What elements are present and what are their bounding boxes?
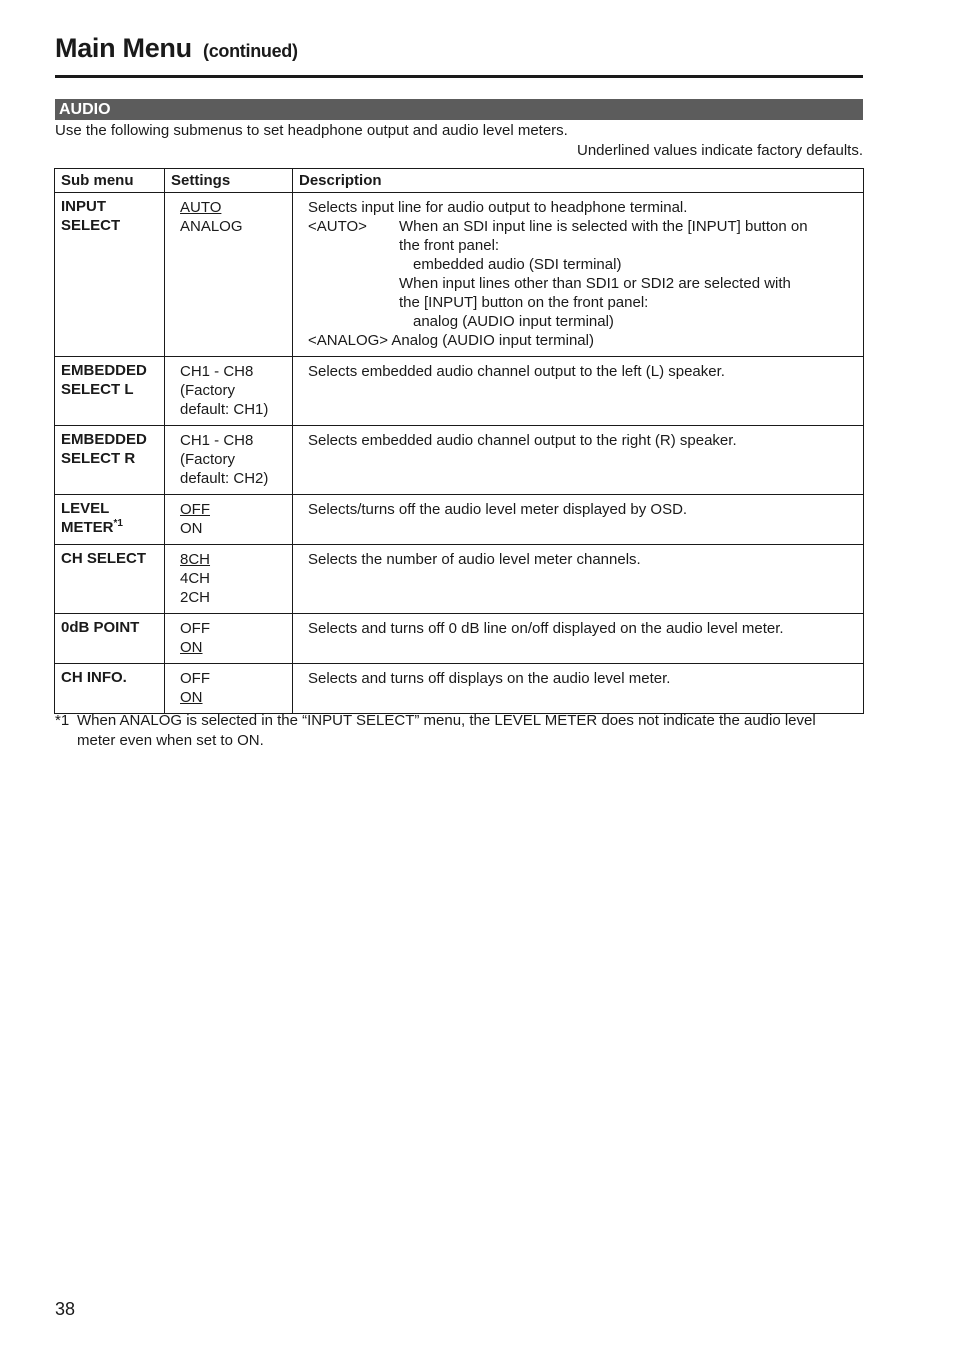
setting-value: CH1 - CH8 (180, 432, 254, 449)
setting-value: OFF (180, 670, 210, 687)
footnote-body (77, 711, 816, 751)
setting-value: default: CH2) (180, 470, 269, 487)
footnote-text: When ANALOG is selected in the “INPUT SELECT” menu, the LEVEL METER does not indicate the audio level (77, 712, 816, 729)
table-row (55, 193, 864, 357)
sub-menu-label: CH INFO. (61, 669, 127, 686)
settings-cell (165, 193, 293, 357)
sub-menu-label: SELECT (61, 217, 121, 234)
page-title (55, 30, 298, 69)
table-row (55, 357, 864, 426)
header-description: Description (293, 169, 864, 193)
setting-value: ON (180, 520, 203, 537)
setting-value: (Factory (180, 451, 236, 468)
description-cell: Selects embedded audio channel output to the left (L) speaker. (293, 357, 864, 426)
settings-cell (165, 614, 293, 664)
sub-menu-label-with-note (61, 518, 158, 537)
setting-value-default: ON (180, 639, 203, 656)
sub-menu-cell (55, 193, 165, 357)
description-cell: Selects and turns off 0 dB line on/off displayed on the audio level meter. (293, 614, 864, 664)
sub-menu-cell (55, 426, 165, 495)
page-title-continued: (continued) (203, 41, 298, 61)
title-rule (55, 75, 863, 78)
settings-cell (165, 545, 293, 614)
setting-value: 2CH (180, 589, 211, 606)
settings-cell (165, 357, 293, 426)
sub-menu-label: METER (61, 519, 114, 536)
description-cell: Selects embedded audio channel output to the right (R) speaker. (293, 426, 864, 495)
sub-menu-cell (55, 664, 165, 714)
sub-menu-label: EMBEDDED (61, 362, 147, 379)
sub-menu-label: 0dB POINT (61, 619, 140, 636)
page-number: 38 (55, 1299, 76, 1319)
settings-cell (165, 664, 293, 714)
defaults-note: Underlined values indicate factory defaults. (577, 142, 863, 159)
setting-value: ANALOG (180, 218, 243, 235)
setting-value: 4CH (180, 570, 211, 587)
sub-menu-label: INPUT (61, 198, 106, 215)
sub-menu-cell (55, 614, 165, 664)
section-intro: Use the following submenus to set headphone output and audio level meters. (55, 122, 568, 139)
page-title-main: Main Menu (55, 33, 192, 63)
description-cell (293, 193, 864, 357)
table-row (55, 545, 864, 614)
table-header-row (55, 169, 864, 193)
table-row (55, 664, 864, 714)
table-row (55, 495, 864, 545)
sub-menu-label: CH SELECT (61, 550, 147, 567)
setting-value-default: AUTO (180, 199, 222, 216)
setting-value: OFF (180, 620, 210, 637)
description-text: embedded audio (SDI terminal) (413, 256, 622, 273)
table-row (55, 426, 864, 495)
sub-menu-label: SELECT R (61, 450, 136, 467)
setting-value: default: CH1) (180, 401, 269, 418)
description-text: <ANALOG> Analog (AUDIO input terminal) (308, 332, 594, 349)
footnote-mark: *1 (55, 712, 70, 729)
setting-value: CH1 - CH8 (180, 363, 254, 380)
option-detail (399, 217, 808, 331)
footnote-reference: *1 (113, 518, 123, 529)
description-text: the front panel: (399, 237, 500, 254)
auto-option (308, 217, 857, 331)
description-cell: Selects the number of audio level meter channels. (293, 545, 864, 614)
sub-menu-label: SELECT L (61, 381, 134, 398)
sub-menu-label: EMBEDDED (61, 431, 147, 448)
description-text: When an SDI input line is selected with the [INPUT] button on (399, 218, 808, 235)
setting-value-default: 8CH (180, 551, 211, 568)
audio-menu-table (54, 168, 864, 714)
description-text: Selects input line for audio output to headphone terminal. (308, 199, 688, 216)
settings-cell (165, 426, 293, 495)
table-row (55, 614, 864, 664)
footnote (55, 711, 865, 751)
footnote-text: meter even when set to ON. (77, 732, 264, 749)
setting-value-default: OFF (180, 501, 210, 518)
sub-menu-cell (55, 495, 165, 545)
header-settings: Settings (165, 169, 293, 193)
setting-value-default: ON (180, 689, 203, 706)
header-sub-menu: Sub menu (55, 169, 165, 193)
section-title: AUDIO (59, 101, 111, 118)
settings-cell (165, 495, 293, 545)
description-text: analog (AUDIO input terminal) (413, 313, 614, 330)
option-tag: <AUTO> (308, 218, 367, 235)
description-cell: Selects and turns off displays on the audio level meter. (293, 664, 864, 714)
sub-menu-cell (55, 545, 165, 614)
description-text: When input lines other than SDI1 or SDI2 are selected with (399, 275, 791, 292)
setting-value: (Factory (180, 382, 236, 399)
sub-menu-label: LEVEL (61, 500, 110, 517)
sub-menu-cell (55, 357, 165, 426)
description-text: the [INPUT] button on the front panel: (399, 294, 649, 311)
description-cell: Selects/turns off the audio level meter displayed by OSD. (293, 495, 864, 545)
section-heading-bar (55, 99, 863, 120)
